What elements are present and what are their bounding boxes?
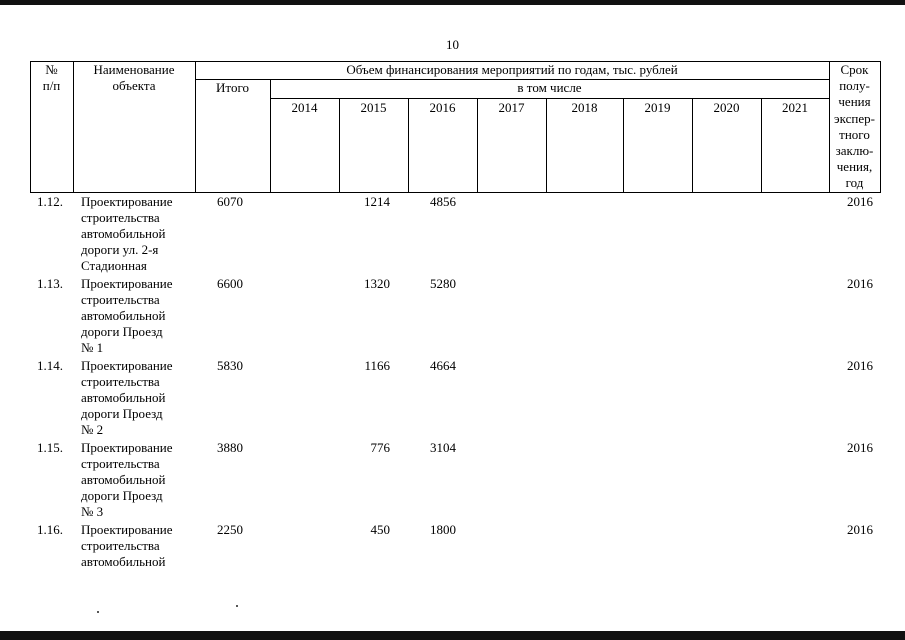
row-name-line: строительства [81,374,160,389]
row-total: 6070 [217,194,243,209]
row-2015: 776 [370,440,390,455]
row-name-line: дороги ул. 2-я [81,242,159,257]
header-year-2014: 2014 [291,100,318,115]
header-term-line: заклю- [835,143,874,159]
row-name-line: строительства [81,210,160,225]
header-year-2021: 2021 [782,100,808,115]
row-2016: 5280 [430,276,456,291]
row-name-line: Проектирование [81,522,173,537]
row-total: 6600 [217,276,243,291]
row-num: 1.16. [37,522,63,537]
row-name-line: дороги Проезд [81,324,163,339]
row-term: 2016 [847,276,873,291]
header-term-line: полу- [839,78,870,94]
row-name-line: дороги Проезд [81,488,163,503]
row-name [81,194,201,274]
row-2015: 1320 [364,276,390,291]
header-num-line2: п/п [42,78,61,93]
row-2015: 1214 [364,194,390,209]
row-total: 2250 [217,522,243,537]
row-2016: 4664 [430,358,456,373]
row-2016: 1800 [430,522,456,537]
header-year-2018: 2018 [571,100,598,115]
header-term-line: чения [838,94,871,110]
row-name-line: строительства [81,292,160,307]
header-name-line2: объекта [112,78,156,93]
top-scan-border [0,0,905,5]
row-name-line: Стадионная [81,258,147,273]
header-volume: Объем финансирования мероприятий по годам, тыс. рублей [346,62,678,77]
header-name-line1: Наименование [93,62,175,77]
row-2015: 1166 [364,358,390,373]
header-including: в том числе [517,80,582,95]
row-num: 1.13. [37,276,63,291]
row-name-line: строительства [81,538,160,553]
header-year-2015: 2015 [360,100,387,115]
row-name [81,276,201,356]
header-term-line: Срок [840,62,869,77]
row-term: 2016 [847,440,873,455]
row-name-line: автомобильной [81,226,166,241]
row-name-line: Проектирование [81,276,173,291]
row-name-line: автомобильной [81,554,166,569]
row-name-line: автомобильной [81,308,166,323]
header-num-line1: № [45,62,58,77]
header-year-2020: 2020 [713,100,740,115]
row-name [81,522,201,570]
header-term-line: экспер- [834,110,875,126]
row-name-line: автомобильной [81,472,166,487]
row-name-line: Проектирование [81,358,173,373]
row-name-line: строительства [81,456,160,471]
header-name [73,62,195,94]
row-2015: 450 [370,522,390,537]
row-term: 2016 [847,522,873,537]
row-name-line: № 2 [81,422,104,437]
header-total: Итого [216,80,249,95]
row-term: 2016 [847,194,873,209]
row-total: 3880 [217,440,243,455]
row-num: 1.14. [37,358,63,373]
row-name [81,440,201,520]
row-num: 1.12. [37,194,63,209]
row-total: 5830 [217,358,243,373]
header-num [30,62,73,94]
row-name-line: Проектирование [81,440,173,455]
row-name [81,358,201,438]
bottom-scan-border [0,631,905,640]
row-name-line: № 3 [81,504,104,519]
row-2016: 4856 [430,194,456,209]
header-term-line: чения, [836,159,873,175]
scan-speck [97,611,99,613]
scan-speck [236,605,238,607]
header-year-2016: 2016 [429,100,456,115]
row-name-line: автомобильной [81,390,166,405]
header-term [829,62,880,192]
row-term: 2016 [847,358,873,373]
header-term-line: тного [839,126,870,142]
page-number: 10 [446,37,459,52]
row-num: 1.15. [37,440,63,455]
row-name-line: дороги Проезд [81,406,163,421]
header-year-2017: 2017 [498,100,525,115]
header-year-2019: 2019 [644,100,671,115]
row-name-line: № 1 [81,340,104,355]
row-name-line: Проектирование [81,194,173,209]
row-2016: 3104 [430,440,456,455]
header-term-line: год [845,175,864,191]
